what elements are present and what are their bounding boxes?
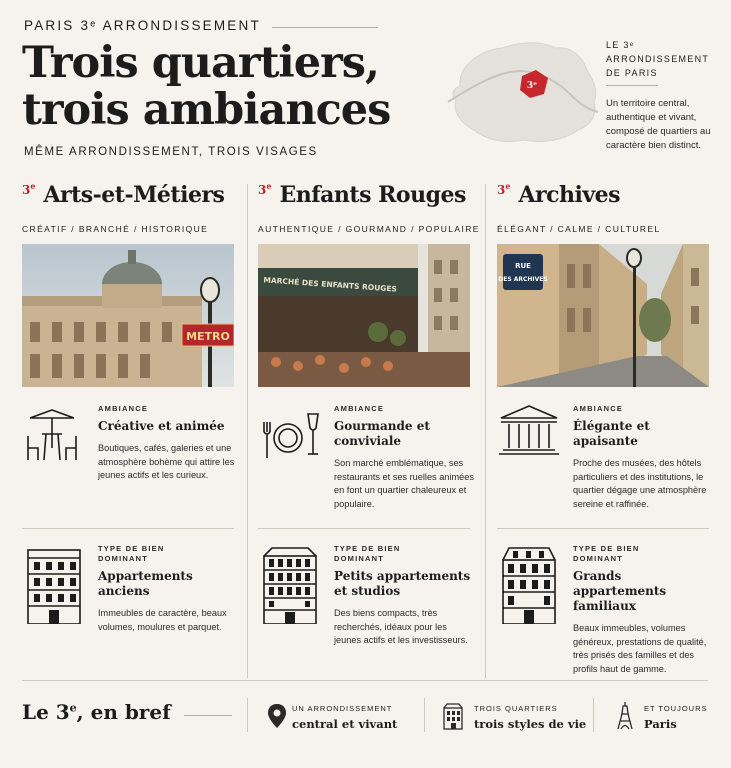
kicker: PARIS 3ᵉ ARRONDISSEMENT bbox=[24, 18, 261, 33]
quartier-photo bbox=[258, 244, 470, 387]
divider bbox=[606, 85, 658, 86]
map-title-line: LE 3ᵉ bbox=[606, 40, 635, 50]
building-icon bbox=[442, 702, 464, 730]
map-description: Un territoire central, authentique et vivant, composé de quartiers au caractère bien distinct. bbox=[606, 98, 711, 151]
divider bbox=[497, 528, 709, 529]
footer-value: central et vivant bbox=[292, 717, 398, 731]
footer-divider bbox=[593, 698, 594, 732]
column-divider bbox=[485, 184, 486, 678]
ambiance-title: Élégante et apaisante bbox=[573, 419, 650, 448]
haussmann-building-icon bbox=[22, 544, 86, 624]
arrondissement-number: 3e bbox=[22, 181, 36, 197]
quartier-archives bbox=[497, 181, 713, 674]
bien-label: TYPE DE BIEN DOMINANT bbox=[98, 544, 165, 563]
footer-value: trois styles de vie bbox=[474, 717, 587, 731]
footer-label: ET TOUJOURS bbox=[644, 704, 708, 713]
subtitle: MÊME ARRONDISSEMENT, TROIS VISAGES bbox=[24, 146, 318, 158]
bien-title: Appartements anciens bbox=[98, 569, 193, 598]
quartier-name: Enfants Rouges bbox=[279, 182, 466, 208]
bien-text: Immeubles de caractère, beaux volumes, moulures et parquet. bbox=[98, 608, 227, 632]
museum-columns-icon bbox=[497, 404, 561, 484]
quartier-photo bbox=[497, 244, 709, 387]
bien-label: TYPE DE BIEN DOMINANT bbox=[334, 544, 401, 563]
bien-title: Petits appartements et studios bbox=[334, 569, 471, 598]
quartier-photo bbox=[22, 244, 234, 387]
bien-title: Grands appartements familiaux bbox=[573, 569, 667, 613]
footer-label: TROIS QUARTIERS bbox=[474, 704, 558, 713]
divider bbox=[22, 528, 234, 529]
metro-sign: METRO bbox=[186, 330, 230, 343]
ambiance-text: Boutiques, cafés, galeries et une atmosphère bohème qui attire les jeunes actifs et les curieux. bbox=[98, 443, 235, 480]
market-sign: MARCHÉ DES ENFANTS ROUGES bbox=[263, 275, 398, 294]
quartier-arts-et-metiers bbox=[22, 182, 238, 670]
ambiance-label: AMBIANCE bbox=[573, 404, 624, 413]
bien-text: Beaux immeubles, volumes généreux, prestations de qualité, très prisés des familles et des profils haut de gamme. bbox=[573, 623, 707, 674]
paris-map-icon bbox=[440, 36, 600, 146]
summary-title: Le 3e, en bref bbox=[22, 700, 171, 724]
street-sign-line2: DES ARCHIVES bbox=[498, 276, 548, 283]
ambiance-title: Gourmande et conviviale bbox=[334, 419, 430, 448]
bien-text: Des biens compacts, très recherchés, idéaux pour les jeunes actifs et les investisseurs. bbox=[334, 608, 468, 645]
street-sign-line1: RUE bbox=[515, 262, 531, 270]
map-badge: 3ᵉ bbox=[526, 81, 538, 91]
ambiance-text: Son marché emblématique, ses restaurants et ses ruelles animées en font un quartier chaleureux et populaire. bbox=[334, 458, 474, 509]
footer-divider bbox=[424, 698, 425, 732]
quartier-tags: ÉLÉGANT / CALME / CULTUREL bbox=[497, 224, 661, 234]
map-title-line: DE PARIS bbox=[606, 68, 658, 78]
divider bbox=[184, 715, 232, 716]
quartier-name: Arts-et-Métiers bbox=[43, 182, 225, 208]
column-divider bbox=[247, 184, 248, 678]
cafe-table-icon bbox=[22, 404, 86, 484]
quartier-name: Archives bbox=[518, 182, 621, 208]
page-title bbox=[22, 40, 390, 134]
quartier-enfants-rouges bbox=[258, 181, 480, 670]
ambiance-title: Créative et animée bbox=[98, 419, 225, 433]
quartier-tags: CRÉATIF / BRANCHÉ / HISTORIQUE bbox=[22, 224, 209, 234]
divider bbox=[22, 680, 708, 681]
eiffel-tower-icon bbox=[614, 702, 636, 730]
map-title bbox=[606, 38, 709, 80]
ambiance-text: Proche des musées, des hôtels particuliers et des institutions, le quartier dégage une atmosphère sereine et raffinée. bbox=[573, 458, 707, 509]
arrondissement-number: 3e bbox=[497, 181, 511, 197]
divider bbox=[258, 528, 470, 529]
map-pin-icon bbox=[266, 702, 288, 730]
plate-cutlery-icon bbox=[258, 404, 322, 484]
footer-divider bbox=[247, 698, 248, 732]
ambiance-label: AMBIANCE bbox=[98, 404, 149, 413]
divider bbox=[272, 27, 378, 28]
footer-value: Paris bbox=[644, 717, 677, 731]
title-line-1: Trois quartiers, bbox=[22, 38, 379, 88]
map-title-line: ARRONDISSEMENT bbox=[606, 54, 710, 64]
footer-label: UN ARRONDISSEMENT bbox=[292, 704, 393, 713]
ambiance-label: AMBIANCE bbox=[334, 404, 385, 413]
arrondissement-number: 3e bbox=[258, 181, 272, 197]
title-line-2: trois ambiances bbox=[22, 85, 391, 135]
mansard-building-icon bbox=[497, 544, 561, 624]
quartier-tags: AUTHENTIQUE / GOURMAND / POPULAIRE bbox=[258, 224, 480, 234]
apartment-building-icon bbox=[258, 544, 322, 624]
bien-label: TYPE DE BIEN DOMINANT bbox=[573, 544, 640, 563]
